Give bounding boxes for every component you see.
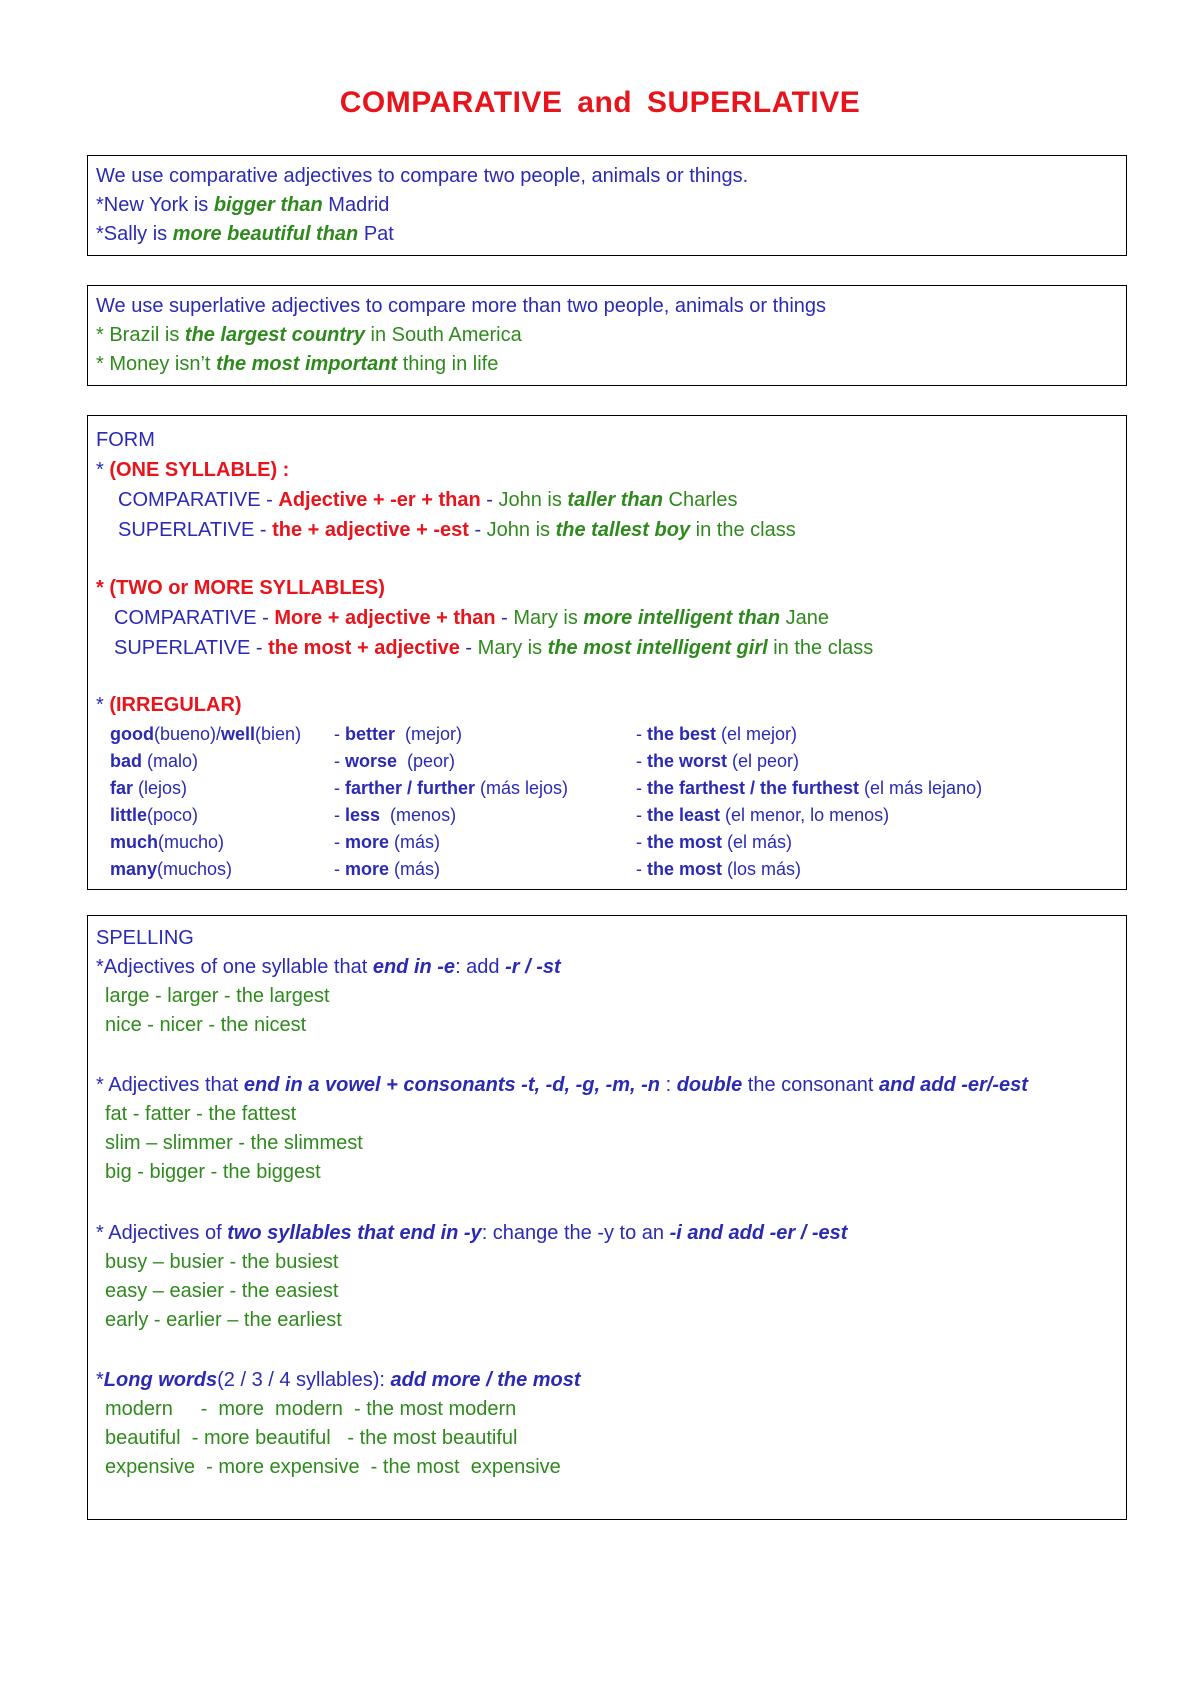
superlative-intro-box xyxy=(87,285,1127,386)
comparative-intro-text: We use comparative adjectives to compare two people, animals or things. xyxy=(96,165,749,187)
spelling-example: big - bigger - the biggest xyxy=(105,1161,321,1183)
comparative-example-2: *Sally is more beautiful than Pat xyxy=(96,223,394,245)
form-heading: FORM xyxy=(96,429,155,451)
spelling-example: fat - fatter - the fattest xyxy=(105,1103,297,1125)
superlative-intro-text: We use superlative adjectives to compare more than two people, animals or things xyxy=(96,295,827,317)
one-syllable-superlative: SUPERLATIVE - the + adjective + -est - John is the tallest boy in the class xyxy=(118,519,796,541)
spelling-example: early - earlier – the earliest xyxy=(105,1309,342,1331)
two-syllables-comparative: COMPARATIVE - More + adjective + than - Mary is more intelligent than Jane xyxy=(114,607,829,629)
spelling-example: expensive - more expensive - the most expensive xyxy=(105,1456,561,1478)
spelling-rule-3: * Adjectives of two syllables that end in -y: change the -y to an -i and add -er / -est xyxy=(96,1222,848,1244)
spelling-example: modern - more modern - the most modern xyxy=(105,1398,517,1420)
spelling-rule-4: *Long words(2 / 3 / 4 syllables): add more / the most xyxy=(96,1369,581,1391)
spelling-box xyxy=(87,915,1127,1520)
page-title: COMPARATIVE and SUPERLATIVE xyxy=(339,86,861,119)
comparative-intro-box xyxy=(87,155,1127,256)
superlative-example-2: * Money isn’t the most important thing in life xyxy=(96,353,499,375)
spelling-rule-2: * Adjectives that end in a vowel + consonants -t, -d, -g, -m, -n : double the consonant and add -er/-est xyxy=(96,1074,1028,1096)
two-syllables-label: * (TWO or MORE SYLLABLES) xyxy=(96,577,385,599)
one-syllable-comparative: COMPARATIVE - Adjective + -er + than - John is taller than Charles xyxy=(118,489,738,511)
two-syllables-superlative: SUPERLATIVE - the most + adjective - Mary is the most intelligent girl in the class xyxy=(114,637,874,659)
spelling-example: beautiful - more beautiful - the most beautiful xyxy=(105,1427,518,1449)
comparative-example-1: *New York is bigger than Madrid xyxy=(96,194,390,216)
spelling-example: busy – busier - the busiest xyxy=(105,1251,339,1273)
form-box: FORM * (ONE SYLLABLE) : COMPARATIVE - Adjective + -er + than - John is taller than Charles SUPERLATIVE - the + adjective + -est - John is the tallest boy in the class * (TWO or MORE SYLLABLES) COMPARATIVE - More + adjective + than - Mary is more intelligent than Jane SUPERLATIVE - the most + adjective - Mary is the most intelligent girl in the class * (IRREGULAR) good(bueno)/well(bien) - better (mejor) - the best (el mejor) bad (malo) - worse (peor) - the worst (el peor) far (lejos) - farther / further (más lejos) - the farthest / the furthest (el más lejano) little(poco) - less (menos) - the least (el menor, lo menos) much(mucho) - more (más) - the most (el más) many(muchos) - more (más) - the most (los más) xyxy=(87,415,1127,890)
spelling-heading: SPELLING xyxy=(96,927,194,949)
spelling-rule-1: *Adjectives of one syllable that end in -e: add -r / -st xyxy=(96,956,561,978)
one-syllable-label: * (ONE SYLLABLE) : xyxy=(96,459,290,481)
irregular-label: * (IRREGULAR) xyxy=(96,694,242,716)
superlative-example-1: * Brazil is the largest country in South America xyxy=(96,324,522,346)
spelling-example: easy – easier - the easiest xyxy=(105,1280,339,1302)
spelling-example: large - larger - the largest xyxy=(105,985,330,1007)
spelling-example: slim – slimmer - the slimmest xyxy=(105,1132,363,1154)
spelling-example: nice - nicer - the nicest xyxy=(105,1014,307,1036)
